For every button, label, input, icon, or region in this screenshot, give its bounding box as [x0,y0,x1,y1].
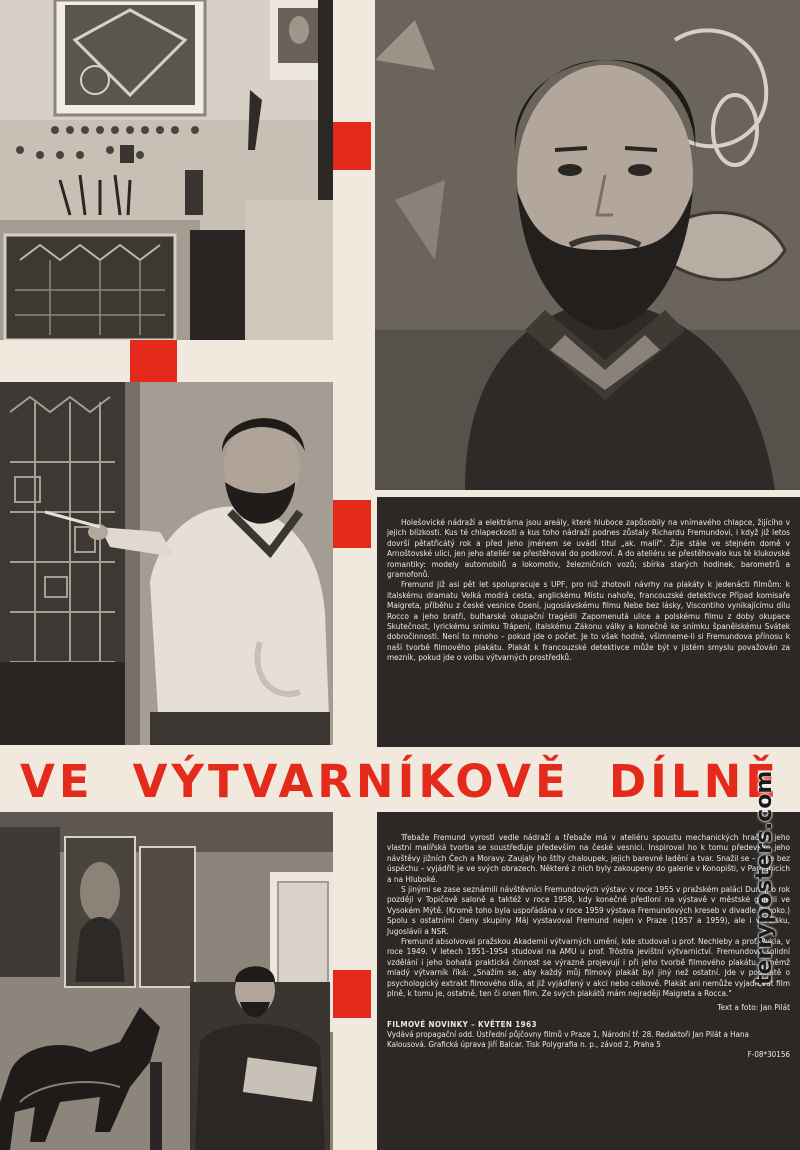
headline-word: DÍLNĚ [608,754,780,808]
artist-painting-photo [0,382,333,745]
publication-footer [387,1020,790,1060]
footer-code: F-08*30156 [747,1049,790,1059]
headline [20,752,780,810]
headline-word: VÝTVARNÍKOVĚ [132,754,570,808]
footer-body: Vydává propagační odd. Ústřední půjčovny filmů v Praze 1, Národní tř. 28. Redaktoři Jan Pilát a Hana Kalousová. Grafická úprava Jiří Balcar. Tisk Polygrafia n. p., závod 2, Praha 5 [387,1029,749,1049]
artist-portrait-photo [375,0,800,490]
article-paragraph: Fremund již asi pět let spolupracuje s UPF, pro niž zhotovil návrhy na plakáty k jedenácti filmům: k italskému dramatu Velká modrá cesta, anglickému Místu nahoře, francouzské detektivce Případ komisaře Maigreta, příběhu z české vesnice Osení, jugoslávskému filmu Nebe bez lásky, Viscontiho vynikajícímu dílu Rocco a jeho bratři, bulharské okupační tragédii Zapomenutá ulice a polskému filmu z doby okupace Skutečnost, lyrickému snímku Trápení, italskému Zákonu války a konečně ke snímku španělskému Svátek dobročinnosti. Není to mnoho – pokud jde o počet. Je to však hodně, všimneme-li si Fremundova přínosu k naší tvorbě filmového plakátu. Plakát k francouzské detektivce může být v jistém smyslu považován za mezník, pokud jde o volbu výtvarných prostředků. [387,579,790,663]
article-text-box [377,812,800,1150]
footer-title: FILMOVÉ NOVINKY – KVĚTEN 1963 [387,1019,537,1029]
article-text-box [377,497,800,747]
red-accent-square [333,970,371,1018]
studio-interior-photo [0,0,333,340]
watermark [752,955,772,985]
article-paragraph: S jinými se zase seznámili návštěvníci Fremundových výstav: v roce 1955 v pražském paláci Dunaj, o rok později v Topičově saloně a taktéž v roce 1958, kdy konečně předloni na výstavě v městské galerii ve Vysokém Mýtě. (Kromě toho byla uspořádána v roce 1959 výstava Fremundových kreseb v divadle Rokoko.) Spolu s ostatními členy skupiny Máj vystavoval Fremund nejen v Praze (1957 a 1959), ale i v Polsku, Jugoslávii a NSR. [387,884,790,936]
red-accent-square [333,122,371,170]
artist-reading-photo [0,812,333,1150]
photo-credit: Text a foto: Jan Pilát [717,1001,790,1012]
article-paragraph: Třebaže Fremund vyrostl vedle nádraží a třebaže má v ateliéru spoustu mechanických hraček, jeho vlastní malířská tvorba se soustřeďuje především na české vesnici. Inspiroval ho k tomu především jeho návštěvy jižních Čech a Moravy. Zaujaly ho štíty chaloupek, jejich barevné ladění a tvar. Snažil se – a ne bez úspěchu – vyjádřit je ve svých obrazech. Některé z nich byly zakoupeny do galerie v Konopišti, v Pardubicích a na Hluboké. [387,832,790,884]
article-paragraph: Holešovické nádraží a elektrárna jsou areály, které hluboce zapůsobily na vnímavého chlapce, žijícího v jejich blízkosti. Kus té chlapeckosti a kus toho nádraží podnes zůstaly Richardu Fremundovi, i když již letos dovrší pětatřicátý rok a před jeho jménem se uvádí titul „ak. malíř". Žije stále ve stejném domě v Arnoštovské ulici, jen jeho ateliér se přestěhoval do podkroví. A do ateliéru se přestěhovalo kus té klukovské romantiky: modely automobilů a lokomotiv, železničních vozů; sbírka starých hodinek, barometrů a gramofonů. [387,517,790,580]
article-paragraph: Fremund absolvoval pražskou Akademii výtvarných umění, kde studoval u prof. Nechleby a prof. Pukla, v roce 1949. V letech 1951–1954 studoval na AMU u prof. Tröstra jevištní výtvarnictví. Fremundovo solidní vzdělání i jeho bohatá praktická činnost se výrazně projevují i při jeho tvorbě filmového plakátu, o němž mladý výtvarník říká: „Snažím se, aby každý můj filmový plakát byl jiný než ostatní. Jde v podstatě o psychologický extrakt filmového díla, at již vyjádřený v akci nebo celkově. Plakát ani nemůže vyjadřovat film plně, k tomu je, ostatně, ten či onen film. Ze svých plakátů mám nejraději Maigreta a Rocca." [387,936,790,999]
headline-word: VE [20,754,94,808]
red-accent-square [130,340,177,382]
red-accent-square [333,500,371,548]
